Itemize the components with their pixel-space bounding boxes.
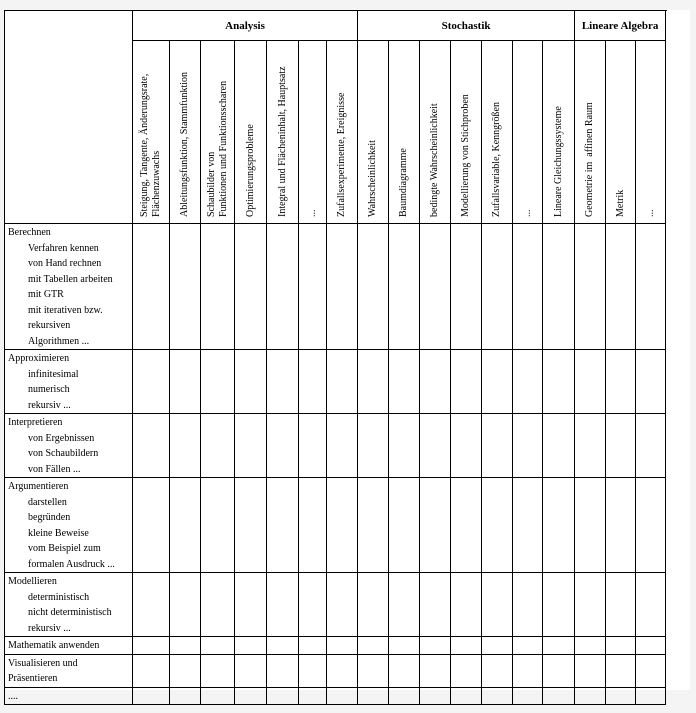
table-row	[5, 414, 666, 478]
matrix-cell[interactable]	[389, 573, 420, 637]
matrix-cell[interactable]	[451, 350, 482, 414]
matrix-cell[interactable]	[267, 573, 299, 637]
row-subitem: infinitesimal	[28, 368, 79, 380]
matrix-cell[interactable]	[636, 654, 666, 687]
column-header-label: Zufallsvariable, Kenngrößen	[491, 102, 503, 217]
column-header	[389, 41, 420, 224]
row-subitem: formalen Ausdruck ...	[28, 558, 115, 570]
column-header	[636, 41, 666, 224]
matrix-cell[interactable]	[201, 573, 235, 637]
column-header	[267, 41, 299, 224]
matrix-cell[interactable]	[201, 414, 235, 478]
competency-matrix-sheet	[4, 10, 690, 702]
matrix-cell[interactable]	[201, 350, 235, 414]
column-header-label: Geometrie im affinen Raum	[584, 102, 596, 217]
row-header	[5, 478, 133, 573]
matrix-cell[interactable]	[267, 654, 299, 687]
row-header	[5, 224, 133, 350]
matrix-cell[interactable]	[575, 687, 606, 705]
matrix-cell[interactable]	[606, 654, 636, 687]
row-subitem: Verfahren kennen	[28, 242, 99, 254]
matrix-cell[interactable]	[299, 637, 327, 655]
matrix-cell[interactable]	[170, 414, 201, 478]
matrix-cell[interactable]	[133, 224, 170, 350]
matrix-cell[interactable]	[420, 654, 451, 687]
matrix-cell[interactable]	[482, 637, 513, 655]
matrix-cell[interactable]	[299, 478, 327, 573]
matrix-cell[interactable]	[389, 654, 420, 687]
matrix-cell[interactable]	[575, 637, 606, 655]
matrix-cell[interactable]	[170, 637, 201, 655]
row-header	[5, 654, 133, 687]
matrix-cell[interactable]	[327, 350, 358, 414]
matrix-cell[interactable]	[420, 478, 451, 573]
matrix-cell[interactable]	[513, 414, 543, 478]
matrix-cell[interactable]	[606, 637, 636, 655]
row-subitem: deterministisch	[28, 591, 90, 603]
competency-matrix-table	[4, 10, 666, 705]
column-header-label: Wahrscheinlichkeit	[367, 140, 379, 217]
table-row	[5, 224, 666, 350]
matrix-cell[interactable]	[451, 687, 482, 705]
matrix-cell[interactable]	[513, 654, 543, 687]
matrix-cell[interactable]	[201, 654, 235, 687]
column-header	[235, 41, 267, 224]
matrix-cell[interactable]	[170, 478, 201, 573]
matrix-cell[interactable]	[201, 637, 235, 655]
row-header	[5, 573, 133, 637]
matrix-cell[interactable]	[636, 637, 666, 655]
row-subitem: Algorithmen ...	[28, 335, 90, 347]
row-subitem: vom Beispiel zum	[28, 543, 101, 554]
matrix-cell[interactable]	[170, 687, 201, 705]
matrix-cell[interactable]	[133, 637, 170, 655]
column-header-label: Optimierungsprobleme	[244, 124, 256, 217]
column-header-label: Lineare Gleichungssysteme	[552, 106, 564, 217]
column-header	[482, 41, 513, 224]
matrix-cell[interactable]	[606, 350, 636, 414]
matrix-cell[interactable]	[513, 350, 543, 414]
matrix-cell[interactable]	[451, 637, 482, 655]
group-header: Lineare Algebra	[575, 11, 666, 41]
matrix-cell[interactable]	[420, 414, 451, 478]
matrix-cell[interactable]	[482, 350, 513, 414]
matrix-cell[interactable]	[543, 654, 575, 687]
matrix-cell[interactable]	[606, 687, 636, 705]
matrix-cell[interactable]	[575, 224, 606, 350]
matrix-cell[interactable]	[358, 654, 389, 687]
matrix-cell[interactable]	[575, 478, 606, 573]
matrix-cell[interactable]	[482, 687, 513, 705]
matrix-cell[interactable]	[636, 224, 666, 350]
matrix-cell[interactable]	[543, 350, 575, 414]
row-title: Argumentieren	[8, 481, 69, 492]
matrix-cell[interactable]	[327, 654, 358, 687]
matrix-cell[interactable]	[482, 654, 513, 687]
column-header-label: Ableitungsfunktion, Stammfunktion	[179, 72, 190, 217]
matrix-cell[interactable]	[451, 414, 482, 478]
row-subitem: von Fällen ...	[28, 463, 81, 475]
matrix-cell[interactable]	[327, 637, 358, 655]
matrix-cell[interactable]	[389, 687, 420, 705]
column-header-label: ...	[521, 209, 533, 217]
matrix-cell[interactable]	[606, 573, 636, 637]
matrix-cell[interactable]	[133, 654, 170, 687]
matrix-cell[interactable]	[299, 350, 327, 414]
matrix-cell[interactable]	[267, 478, 299, 573]
row-header	[5, 414, 133, 478]
matrix-cell[interactable]	[451, 478, 482, 573]
matrix-cell[interactable]	[543, 414, 575, 478]
matrix-cell[interactable]	[543, 478, 575, 573]
matrix-cell[interactable]	[636, 350, 666, 414]
matrix-cell[interactable]	[267, 687, 299, 705]
matrix-cell[interactable]	[482, 414, 513, 478]
column-header-label: ...	[644, 209, 656, 217]
column-header-label: ...	[306, 209, 318, 217]
matrix-cell[interactable]	[170, 573, 201, 637]
matrix-cell[interactable]	[358, 224, 389, 350]
matrix-cell[interactable]	[420, 350, 451, 414]
matrix-cell[interactable]	[543, 573, 575, 637]
matrix-cell[interactable]	[420, 573, 451, 637]
column-header	[201, 41, 235, 224]
matrix-cell[interactable]	[358, 573, 389, 637]
matrix-cell[interactable]	[389, 350, 420, 414]
matrix-cell[interactable]	[267, 224, 299, 350]
matrix-cell[interactable]	[235, 654, 267, 687]
row-subitem: numerisch	[28, 384, 70, 395]
matrix-cell[interactable]	[327, 687, 358, 705]
row-subitem: rekursiv ...	[28, 622, 71, 634]
table-row	[5, 573, 666, 637]
matrix-cell[interactable]	[133, 414, 170, 478]
row-subitem: von Schaubildern	[28, 448, 99, 459]
matrix-cell[interactable]	[482, 573, 513, 637]
row-title: Visualisieren und Präsentieren	[8, 657, 78, 684]
matrix-cell[interactable]	[575, 573, 606, 637]
matrix-cell[interactable]	[299, 687, 327, 705]
table-row	[5, 350, 666, 414]
matrix-cell[interactable]	[133, 687, 170, 705]
matrix-cell[interactable]	[299, 414, 327, 478]
matrix-cell[interactable]	[235, 414, 267, 478]
matrix-cell[interactable]	[358, 350, 389, 414]
column-header-label: Metrik	[614, 189, 626, 217]
matrix-cell[interactable]	[575, 350, 606, 414]
matrix-cell[interactable]	[327, 414, 358, 478]
matrix-cell[interactable]	[235, 637, 267, 655]
matrix-cell[interactable]	[170, 224, 201, 350]
matrix-cell[interactable]	[513, 687, 543, 705]
matrix-cell[interactable]	[420, 224, 451, 350]
matrix-cell[interactable]	[513, 478, 543, 573]
matrix-cell[interactable]	[606, 478, 636, 573]
matrix-cell[interactable]	[235, 573, 267, 637]
row-title: Berechnen	[8, 227, 51, 238]
matrix-cell[interactable]	[636, 478, 666, 573]
matrix-cell[interactable]	[543, 637, 575, 655]
corner-cell	[5, 11, 133, 224]
matrix-cell[interactable]	[235, 478, 267, 573]
matrix-cell[interactable]	[299, 224, 327, 350]
matrix-cell[interactable]	[358, 687, 389, 705]
row-subitem: mit GTR	[28, 289, 64, 300]
matrix-cell[interactable]	[451, 654, 482, 687]
matrix-cell[interactable]	[267, 350, 299, 414]
column-header-label: bedingte Wahrscheinlichkeit	[429, 103, 441, 217]
column-header	[543, 41, 575, 224]
row-subitem: kleine Beweise	[28, 527, 89, 539]
column-header	[299, 41, 327, 224]
matrix-cell[interactable]	[513, 637, 543, 655]
matrix-cell[interactable]	[358, 478, 389, 573]
matrix-cell[interactable]	[133, 478, 170, 573]
row-subitem: rekursiven	[28, 320, 71, 331]
row-title: Approximieren	[8, 353, 70, 364]
matrix-cell[interactable]	[133, 350, 170, 414]
row-subitem: darstellen	[28, 496, 67, 508]
matrix-cell[interactable]	[389, 224, 420, 350]
matrix-cell[interactable]	[327, 478, 358, 573]
matrix-cell[interactable]	[636, 573, 666, 637]
row-subitem: begründen	[28, 512, 71, 523]
row-subitem: mit Tabellen arbeiten	[28, 273, 113, 285]
matrix-cell[interactable]	[606, 224, 636, 350]
row-subitem: von Ergebnissen	[28, 432, 95, 444]
matrix-cell[interactable]	[170, 654, 201, 687]
matrix-cell[interactable]	[201, 478, 235, 573]
matrix-cell[interactable]	[513, 573, 543, 637]
matrix-cell[interactable]	[358, 637, 389, 655]
table-row	[5, 654, 666, 687]
matrix-cell[interactable]	[543, 224, 575, 350]
row-title: ....	[8, 690, 18, 702]
column-header-label: Baumdiagramme	[398, 148, 410, 217]
group-header: Stochastik	[358, 11, 575, 41]
matrix-cell[interactable]	[170, 350, 201, 414]
group-header: Analysis	[133, 11, 358, 41]
matrix-cell[interactable]	[575, 654, 606, 687]
column-header	[358, 41, 389, 224]
column-header-label: Integral und Flächeninhalt, Hauptsatz	[276, 66, 288, 217]
table-row	[5, 478, 666, 573]
matrix-cell[interactable]	[451, 224, 482, 350]
column-header-label: Steigung, Tangente, Änderungsrate, Flächenzuwachs	[139, 73, 162, 217]
matrix-cell[interactable]	[636, 687, 666, 705]
matrix-cell[interactable]	[606, 414, 636, 478]
matrix-cell[interactable]	[389, 414, 420, 478]
matrix-cell[interactable]	[133, 573, 170, 637]
column-header	[327, 41, 358, 224]
matrix-cell[interactable]	[482, 224, 513, 350]
matrix-cell[interactable]	[451, 573, 482, 637]
row-subitem: nicht deterministisch	[28, 607, 112, 618]
column-header	[513, 41, 543, 224]
column-header	[451, 41, 482, 224]
matrix-cell[interactable]	[235, 687, 267, 705]
column-header	[606, 41, 636, 224]
column-header	[575, 41, 606, 224]
matrix-cell[interactable]	[513, 224, 543, 350]
column-header	[170, 41, 201, 224]
table-row	[5, 637, 666, 655]
column-header-label: Modellierung von Stichproben	[460, 94, 472, 217]
matrix-cell[interactable]	[636, 414, 666, 478]
matrix-cell[interactable]	[420, 637, 451, 655]
matrix-cell[interactable]	[201, 224, 235, 350]
row-title: Interpretieren	[8, 417, 63, 428]
matrix-cell[interactable]	[267, 637, 299, 655]
column-header	[133, 41, 170, 224]
row-header	[5, 687, 133, 705]
column-header-label: Schaubilder von Funktionen und Funktionsscharen	[205, 80, 229, 217]
matrix-cell[interactable]	[267, 414, 299, 478]
matrix-cell[interactable]	[327, 573, 358, 637]
matrix-cell[interactable]	[575, 414, 606, 478]
matrix-cell[interactable]	[420, 687, 451, 705]
row-title: Modellieren	[8, 576, 57, 587]
row-subitem: rekursiv ...	[28, 399, 71, 411]
matrix-cell[interactable]	[235, 350, 267, 414]
row-subitem: mit iterativen bzw.	[28, 304, 103, 316]
matrix-cell[interactable]	[482, 478, 513, 573]
row-header	[5, 350, 133, 414]
matrix-cell[interactable]	[299, 654, 327, 687]
matrix-cell[interactable]	[358, 414, 389, 478]
matrix-cell[interactable]	[235, 224, 267, 350]
matrix-cell[interactable]	[327, 224, 358, 350]
matrix-cell[interactable]	[389, 478, 420, 573]
table-row	[5, 687, 666, 705]
row-subitem: von Hand rechnen	[28, 258, 102, 269]
matrix-cell[interactable]	[201, 687, 235, 705]
row-header	[5, 637, 133, 655]
column-header	[420, 41, 451, 224]
column-header-label: Zufallsexperimente, Ereignisse	[336, 92, 348, 217]
matrix-cell[interactable]	[299, 573, 327, 637]
row-title: Mathematik anwenden	[8, 640, 100, 651]
matrix-cell[interactable]	[543, 687, 575, 705]
matrix-cell[interactable]	[389, 637, 420, 655]
